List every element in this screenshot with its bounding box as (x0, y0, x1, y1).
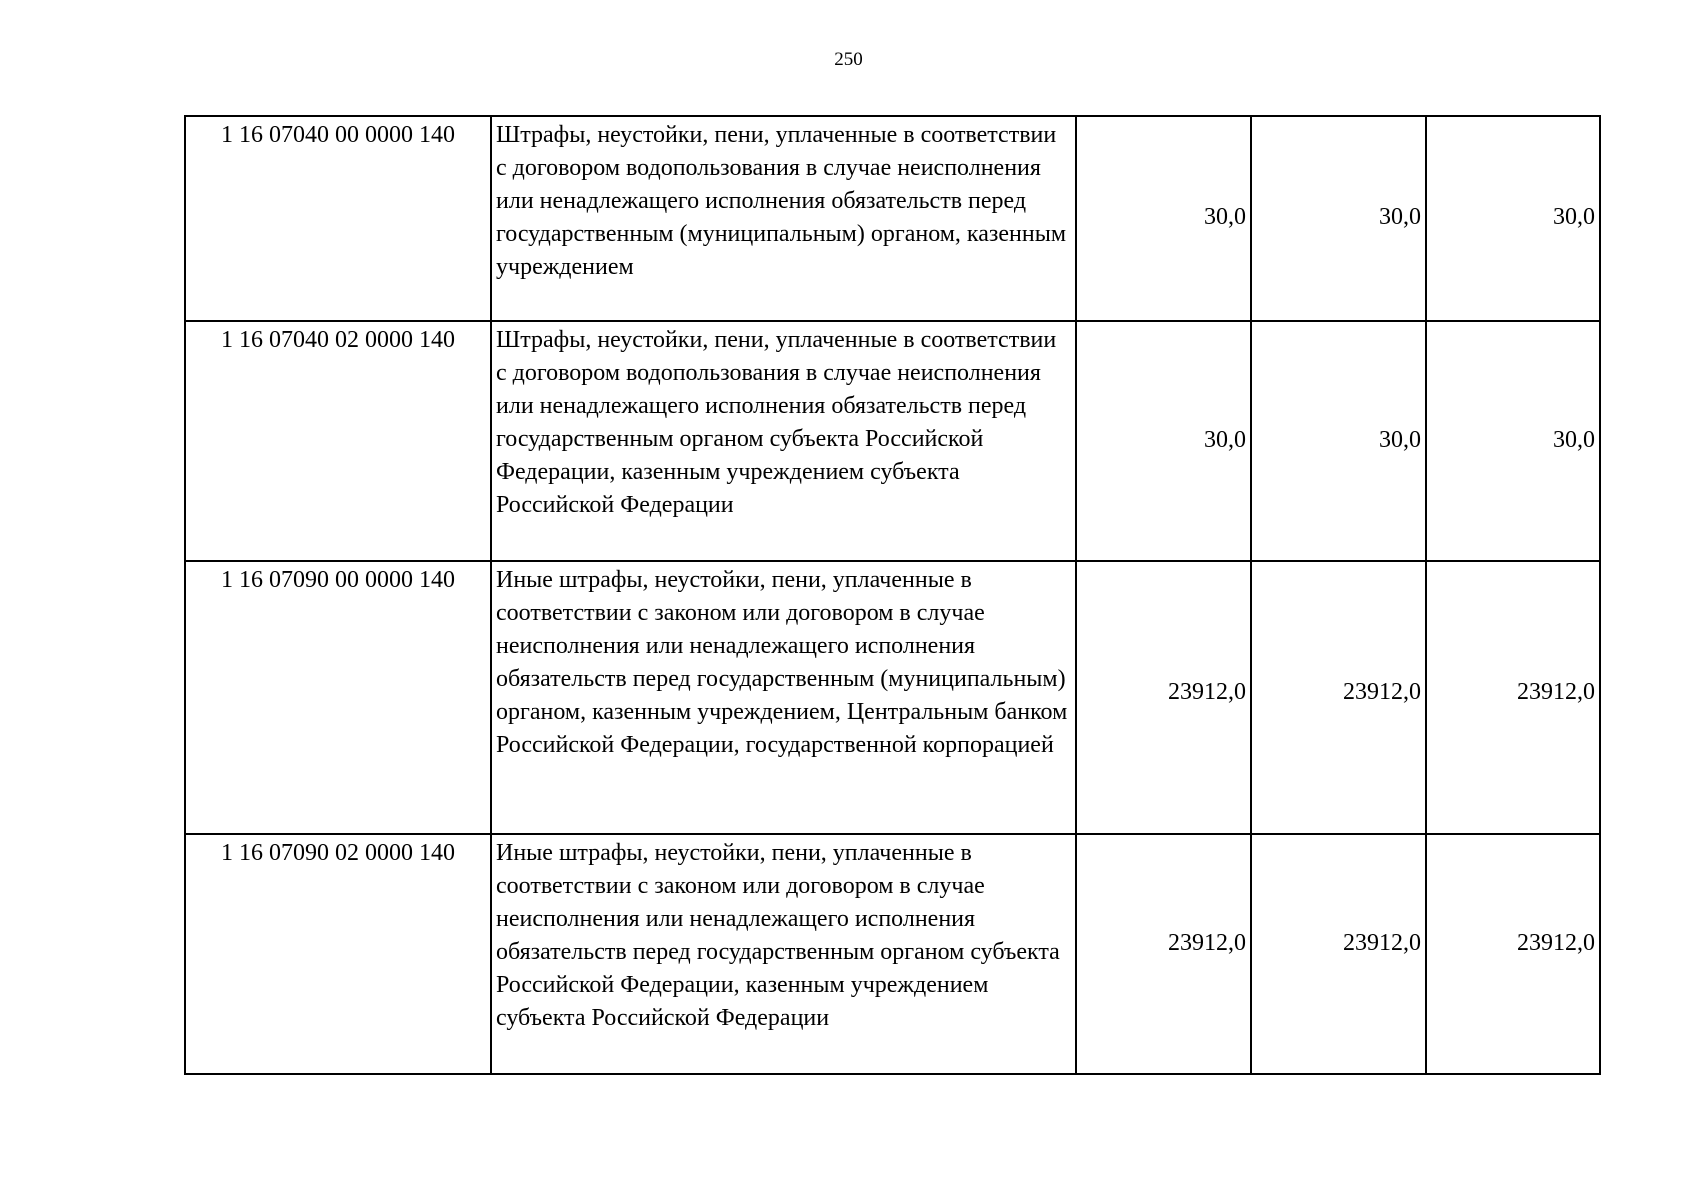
amount-cell-2: 30,0 (1251, 116, 1426, 321)
revenue-code-cell: 1 16 07090 00 0000 140 (185, 561, 491, 834)
page-number: 250 (834, 49, 863, 70)
amount-cell-2: 30,0 (1251, 321, 1426, 561)
table-row (185, 116, 1600, 321)
amount-cell-3: 23912,0 (1426, 834, 1600, 1074)
table-row (185, 321, 1600, 561)
amount-cell-1: 23912,0 (1076, 561, 1251, 834)
revenue-code-cell: 1 16 07040 02 0000 140 (185, 321, 491, 561)
amount-cell-2: 23912,0 (1251, 834, 1426, 1074)
revenue-description-cell: Иные штрафы, неустойки, пени, уплаченные в соответствии с законом или договором в случае неисполнения или ненадлежащего исполнения обязательств перед государственным (муниципальным) органом, казенным учреждением, Центральным банком Российской Федерации, государственной корпорацией (491, 561, 1076, 834)
revenue-description-cell: Штрафы, неустойки, пени, уплаченные в соответствии с договором водопользования в случае неисполнения или ненадлежащего исполнения обязательств перед государственным органом субъекта Российской Федерации, казенным учреждением субъекта Российской Федерации (491, 321, 1076, 561)
amount-cell-1: 30,0 (1076, 321, 1251, 561)
amount-cell-2: 23912,0 (1251, 561, 1426, 834)
revenue-code-cell: 1 16 07090 02 0000 140 (185, 834, 491, 1074)
revenue-description-cell: Иные штрафы, неустойки, пени, уплаченные в соответствии с законом или договором в случае неисполнения или ненадлежащего исполнения обязательств перед государственным органом субъекта Российской Федерации, казенным учреждением субъекта Российской Федерации (491, 834, 1076, 1074)
amount-cell-3: 30,0 (1426, 116, 1600, 321)
revenue-code-cell: 1 16 07040 00 0000 140 (185, 116, 491, 321)
budget-revenue-table (184, 115, 1601, 1075)
amount-cell-1: 23912,0 (1076, 834, 1251, 1074)
amount-cell-3: 23912,0 (1426, 561, 1600, 834)
amount-cell-1: 30,0 (1076, 116, 1251, 321)
amount-cell-3: 30,0 (1426, 321, 1600, 561)
table-row (185, 834, 1600, 1074)
revenue-description-cell: Штрафы, неустойки, пени, уплаченные в соответствии с договором водопользования в случае неисполнения или ненадлежащего исполнения обязательств перед государственным (муниципальным) органом, казенным учреждением (491, 116, 1076, 321)
table-row (185, 561, 1600, 834)
